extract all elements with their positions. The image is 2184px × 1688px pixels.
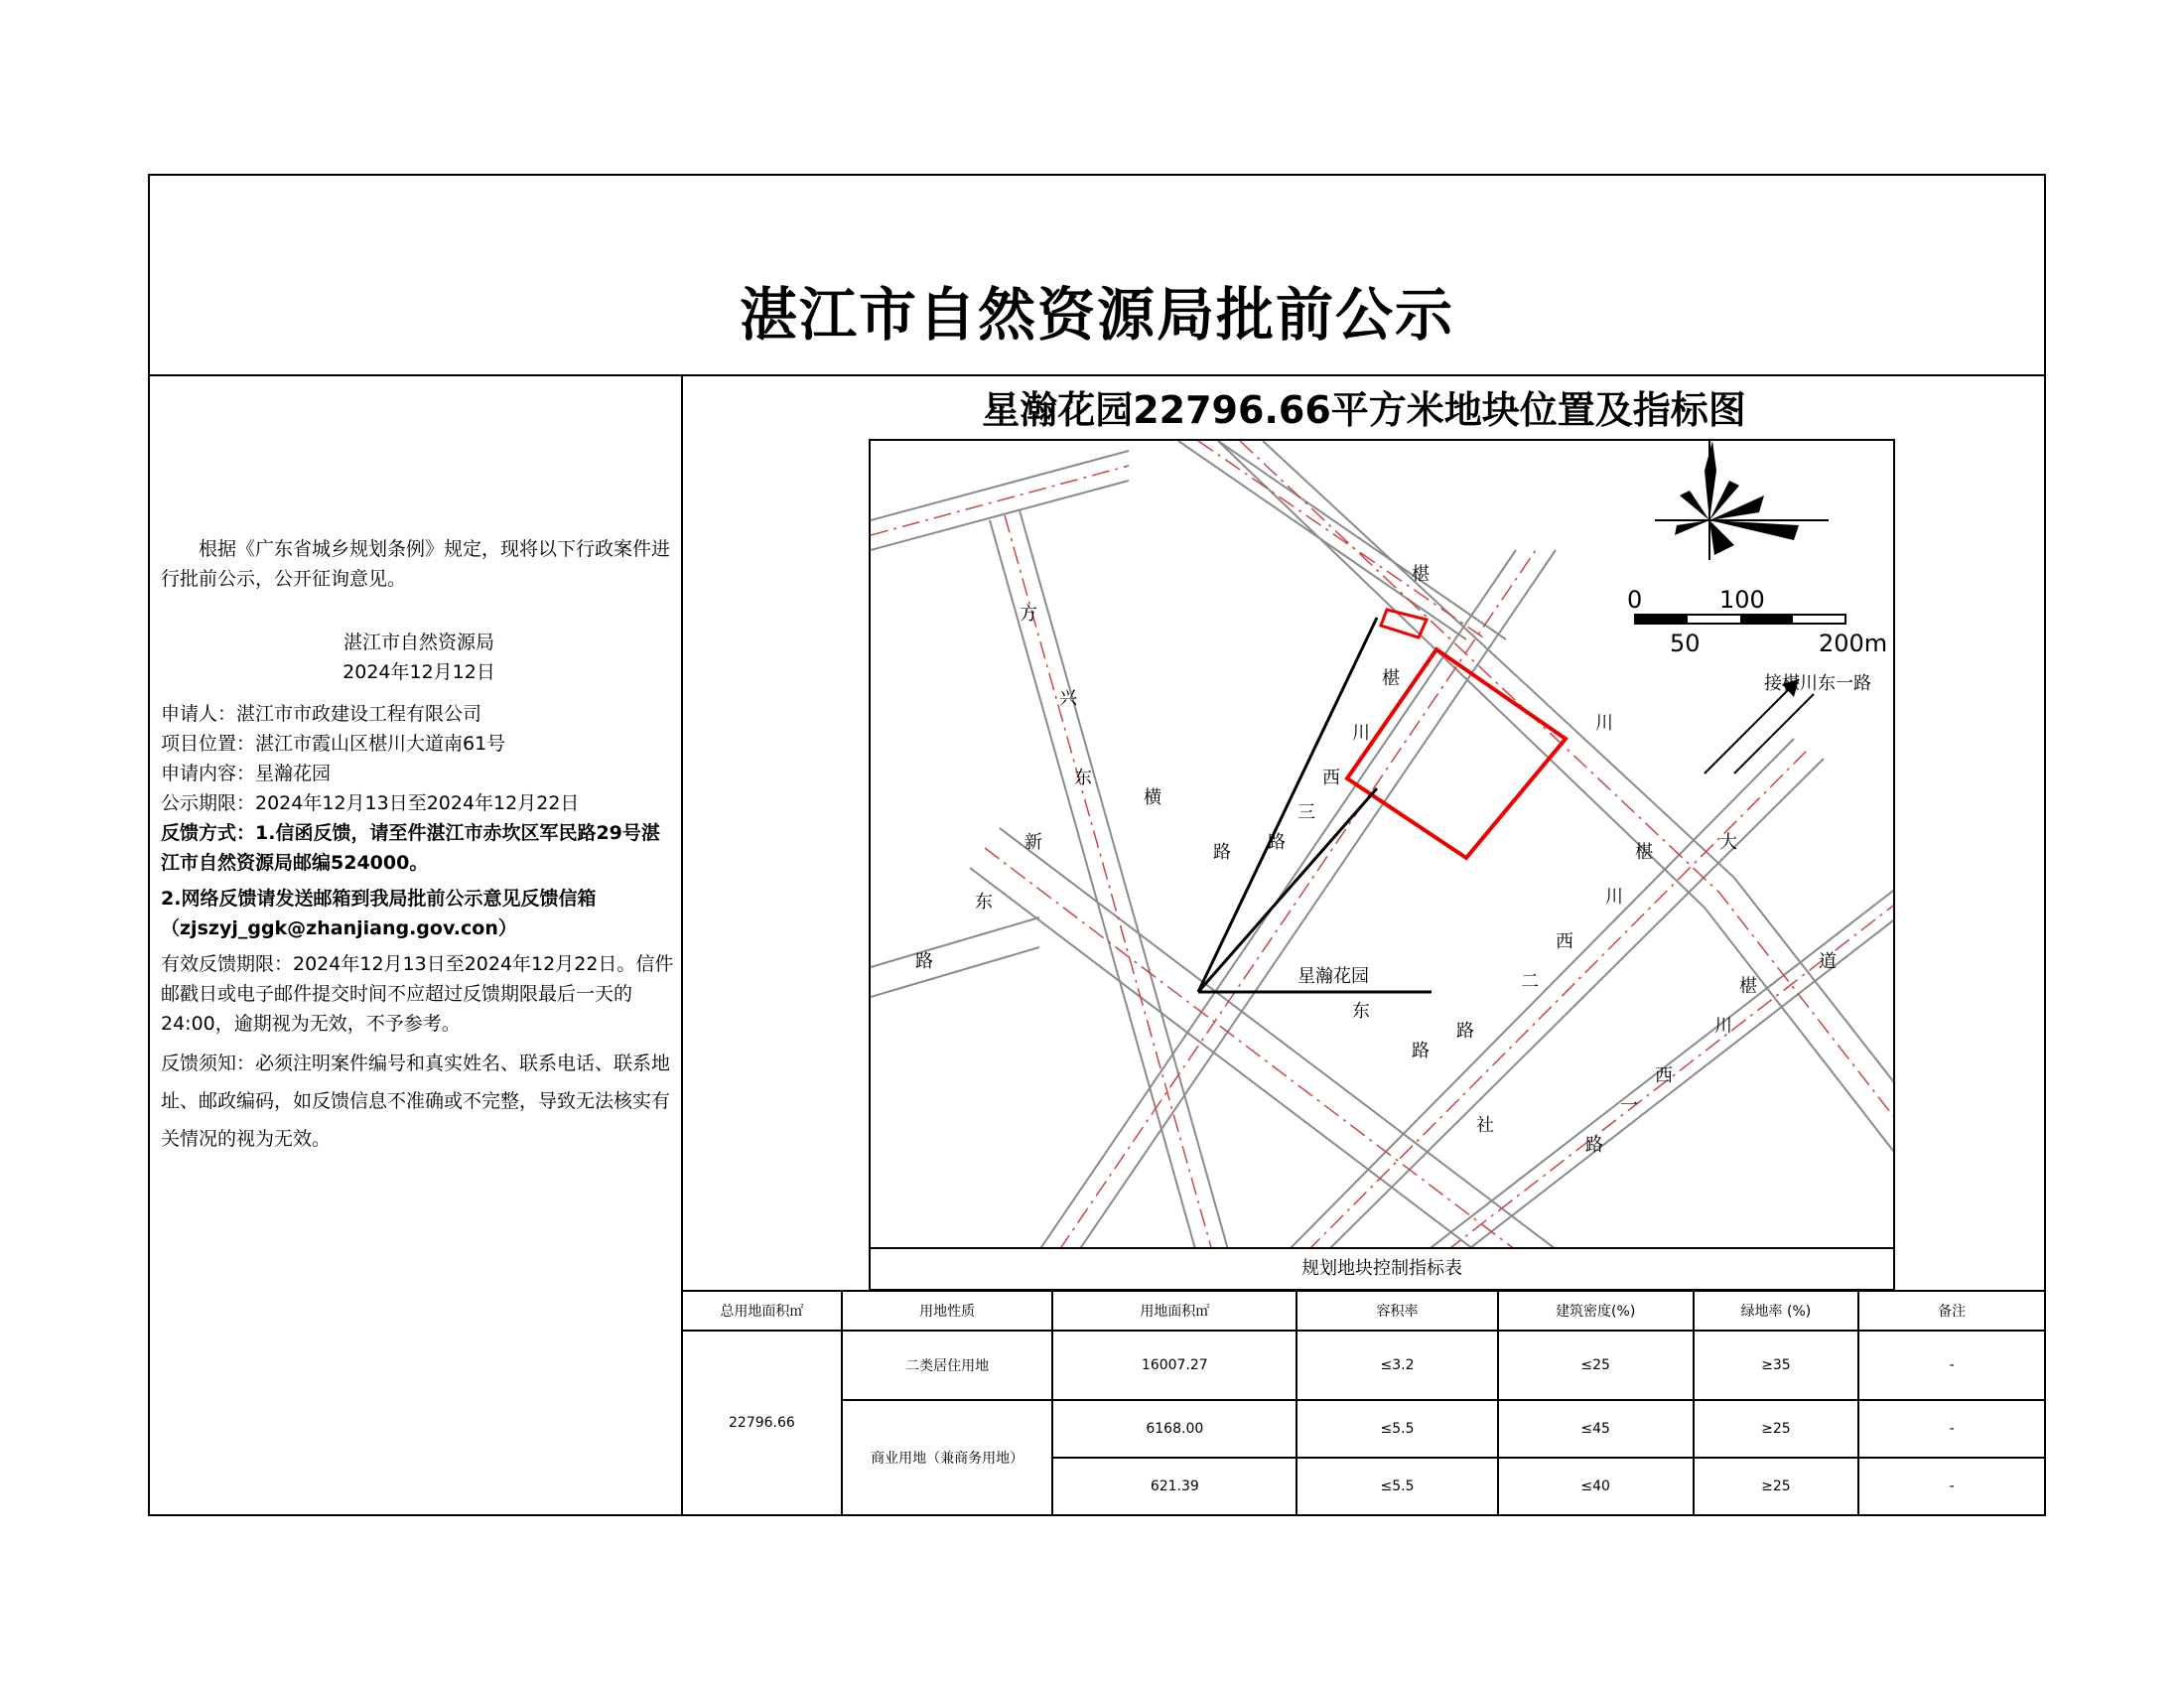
header-total-area: 总用地面积㎡ [682, 1291, 842, 1331]
road-r5-1: 川 [1605, 887, 1623, 908]
notice-date: 2024年12月12日 [342, 661, 495, 683]
road-r5-0: 椹 [1635, 842, 1653, 863]
road-r7-1: 川 [1714, 1016, 1732, 1037]
note-cell: - [1858, 1458, 2045, 1515]
road-r4-2: 道 [1819, 951, 1837, 972]
road-r6-1: 路 [1412, 1041, 1430, 1061]
scale-label-0: 0 [1627, 586, 1643, 614]
notice-period: 公示期限：2024年12月13日至2024年12月22日 [161, 792, 580, 814]
total-area-cell: 22796.66 [682, 1331, 842, 1515]
road-r3-5: 路 [1268, 832, 1286, 853]
wind-rose-icon [1655, 441, 1829, 560]
road-r3-2: 川 [1352, 723, 1370, 744]
map-drawing [871, 441, 1895, 1249]
scale-bar [1627, 586, 1887, 657]
land-type-cell: 二类居住用地 [842, 1331, 1053, 1400]
title-divider [148, 374, 2046, 376]
note-cell: - [1858, 1331, 2045, 1400]
table-caption: 规划地块控制指标表 [869, 1249, 1895, 1291]
notice-feedback-2: 2.网络反馈请发送邮箱到我局批前公示意见反馈信箱（zjszyj_ggk@zhanjiang.gov.con） [161, 888, 597, 939]
road-r1-4: 路 [1213, 842, 1231, 863]
notice-panel [161, 534, 677, 1158]
land-type-cell: 商业用地（兼商务用地） [842, 1400, 1053, 1515]
far-cell: ≤5.5 [1297, 1400, 1498, 1458]
location-map [869, 439, 1895, 1249]
road-r2-2: 路 [915, 951, 933, 972]
notice-content: 申请内容：星瀚花园 [161, 763, 332, 784]
scale-label-100: 100 [1719, 586, 1765, 614]
road-r1-2: 东 [1074, 768, 1092, 788]
header-density: 建筑密度(%) [1498, 1291, 1694, 1331]
area-cell: 621.39 [1052, 1458, 1297, 1515]
green-cell: ≥25 [1694, 1458, 1859, 1515]
scale-label-200: 200m [1819, 630, 1888, 657]
density-cell: ≤45 [1498, 1400, 1694, 1458]
far-cell: ≤3.2 [1297, 1331, 1498, 1400]
notice-valid-period: 有效反馈期限：2024年12月13日至2024年12月22日。信件邮戳日或电子邮件提交时间不应超过反馈期限最后一天的24:00，逾期视为无效，不予参考。 [161, 953, 674, 1035]
notice-issuer: 湛江市自然资源局 [342, 632, 494, 653]
scale-label-50: 50 [1670, 630, 1701, 657]
header-area: 用地面积㎡ [1052, 1291, 1297, 1331]
notice-feedback-1: 反馈方式：1.信函反馈，请至件湛江市赤坎区军民路29号湛江市自然资源局邮编524000。 [161, 822, 660, 874]
density-cell: ≤25 [1498, 1331, 1694, 1400]
road-r6-0: 东 [1352, 1001, 1370, 1022]
green-cell: ≥25 [1694, 1400, 1859, 1458]
road-r2-1: 东 [975, 892, 993, 913]
road-r2-0: 新 [1024, 832, 1042, 853]
table-header-row [682, 1291, 2045, 1331]
road-r3-0: 椹 [1412, 564, 1430, 585]
road-r1-3: 横 [1144, 787, 1161, 808]
site-outline-small [1381, 610, 1427, 637]
far-cell: ≤5.5 [1297, 1458, 1498, 1515]
road-r7-4: 路 [1585, 1135, 1603, 1156]
table-row [682, 1331, 2045, 1400]
road-r7-0: 椹 [1739, 976, 1757, 997]
road-r5-3: 二 [1521, 971, 1539, 992]
road-r5-4: 路 [1456, 1021, 1474, 1042]
road-r1-1: 兴 [1059, 688, 1077, 709]
notice-location: 项目位置：湛江市霞山区椹川大道南61号 [161, 733, 506, 755]
road-r7-2: 西 [1655, 1065, 1673, 1086]
road-r4-1: 大 [1719, 832, 1737, 853]
header-far: 容积率 [1297, 1291, 1498, 1331]
road-r4-0: 川 [1595, 713, 1613, 734]
road-r6-2: 社 [1476, 1115, 1494, 1136]
road-r3-4: 三 [1297, 802, 1315, 823]
notice-requirements: 反馈须知：必须注明案件编号和真实姓名、联系电话、联系地址、邮政编码，如反馈信息不准确或不完整，导致无法核实有关情况的视为无效。 [161, 1053, 671, 1150]
notice-applicant: 申请人：湛江市市政建设工程有限公司 [161, 703, 482, 725]
road-r1-0: 方 [1020, 604, 1037, 625]
indicator-table [681, 1290, 2046, 1516]
area-cell: 16007.27 [1052, 1331, 1297, 1400]
road-r5-2: 西 [1556, 931, 1573, 952]
site-label: 星瀚花园 [1297, 966, 1369, 987]
header-note: 备注 [1858, 1291, 2045, 1331]
area-cell: 6168.00 [1052, 1400, 1297, 1458]
header-green: 绿地率 (%) [1694, 1291, 1859, 1331]
header-land-use: 用地性质 [842, 1291, 1053, 1331]
table-row [682, 1400, 2045, 1458]
density-cell: ≤40 [1498, 1458, 1694, 1515]
green-cell: ≥35 [1694, 1331, 1859, 1400]
road-r3-1: 椹 [1382, 668, 1400, 689]
map-title: 星瀚花园22796.66平方米地块位置及指标图 [982, 388, 1746, 432]
notice-intro: 根据《广东省城乡规划条例》规定，现将以下行政案件进行批前公示，公开征询意见。 [161, 538, 671, 590]
road-r3-3: 西 [1322, 768, 1340, 788]
page-title: 湛江市自然资源局批前公示 [739, 281, 1454, 349]
site-outline [1347, 649, 1566, 858]
road-r7-3: 一 [1620, 1095, 1638, 1116]
connect-label: 接椹川东一路 [1764, 673, 1871, 694]
note-cell: - [1858, 1400, 2045, 1458]
